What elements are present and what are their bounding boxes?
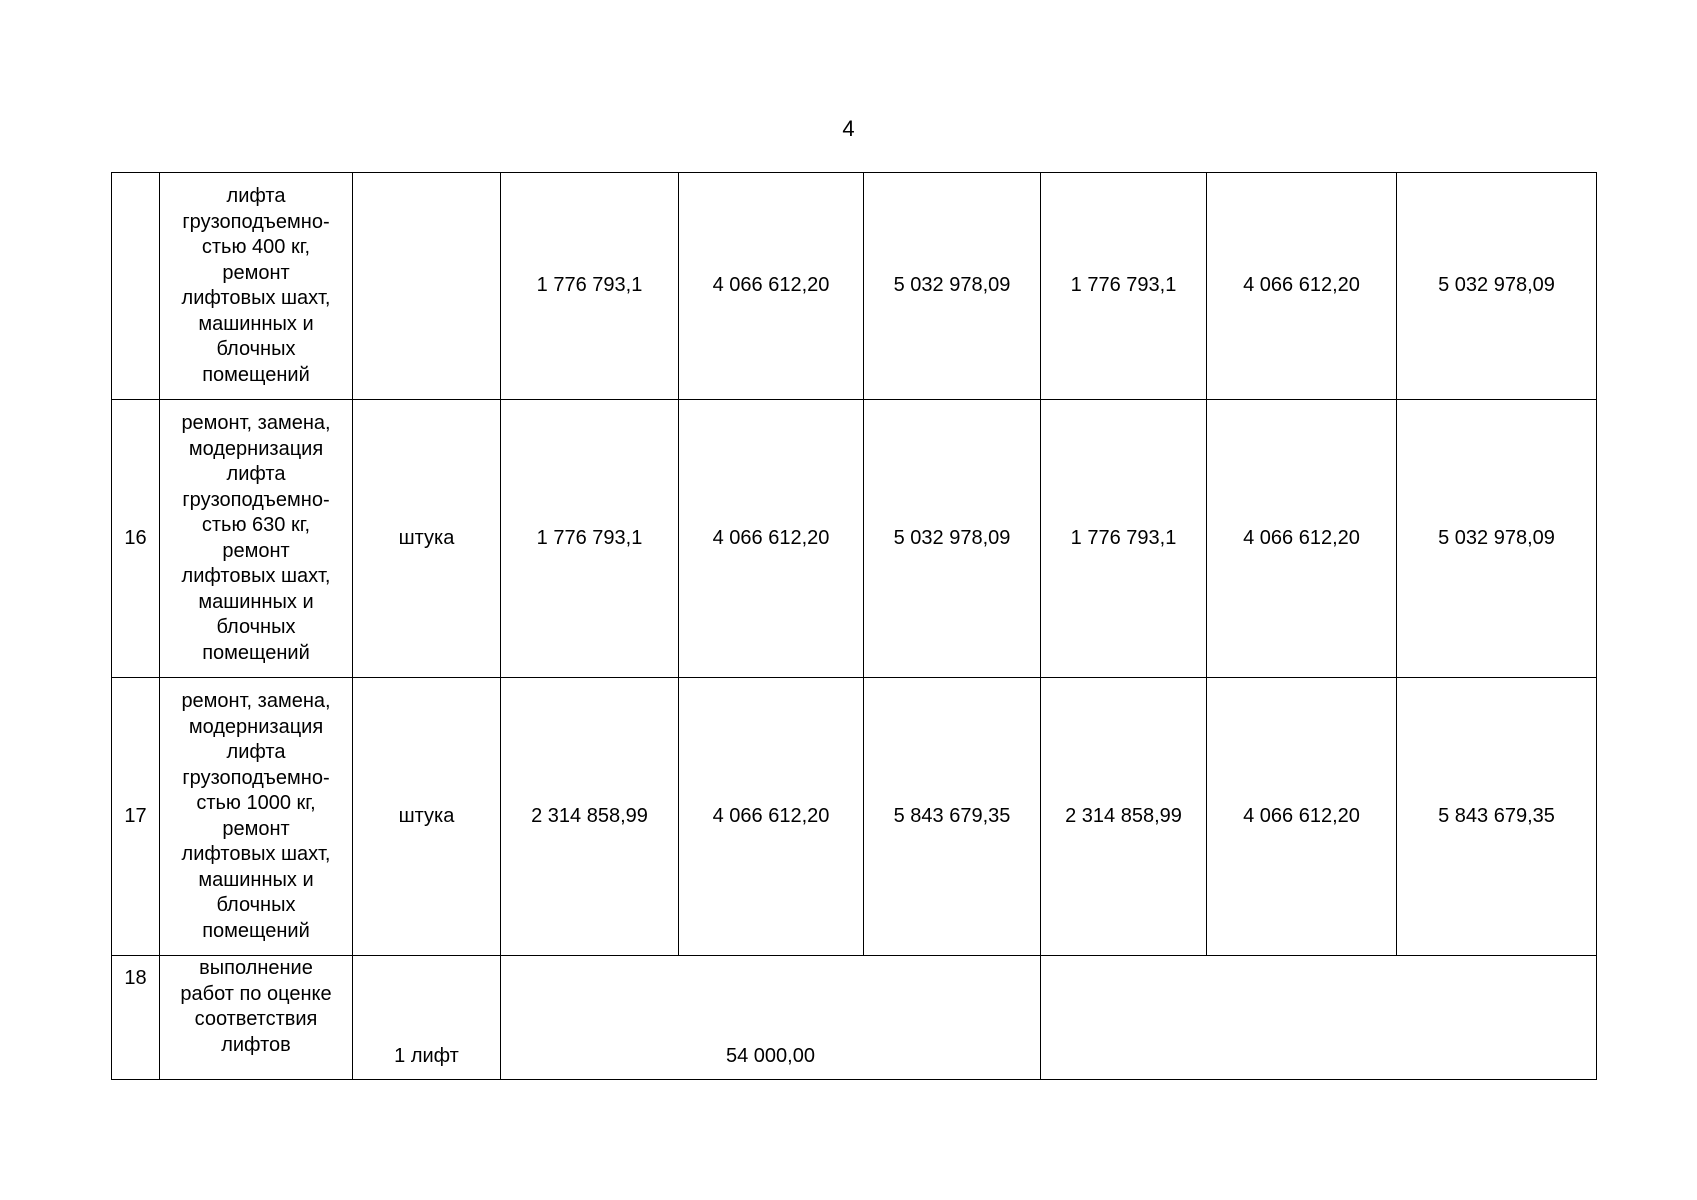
value-cell: 4 066 612,20 — [1207, 173, 1397, 400]
description-cell — [160, 400, 353, 678]
description-line: работ по оценке — [180, 982, 332, 1005]
value-cell: 2 314 858,99 — [1041, 678, 1207, 956]
value-cell: 5 843 679,35 — [1397, 678, 1597, 956]
merged-value-cell: 54 000,00 — [501, 956, 1041, 1080]
description-line: лифта — [226, 463, 286, 485]
value-cell: 1 776 793,1 — [1041, 173, 1207, 400]
description-cell — [160, 173, 353, 400]
description-line: ремонт — [222, 261, 290, 284]
value-cell: 1 776 793,1 — [501, 173, 679, 400]
value-cell: 1 776 793,1 — [1041, 400, 1207, 678]
page-number: 4 — [842, 116, 855, 141]
description-line: машинных и — [198, 312, 314, 335]
description-line: помещений — [202, 641, 310, 664]
description-line: ремонт, замена, — [181, 690, 331, 712]
value-cell: 2 314 858,99 — [501, 678, 679, 956]
value-cell: 4 066 612,20 — [1207, 400, 1397, 678]
row-number-cell: 16 — [112, 400, 160, 678]
description-line: стью 400 кг, — [201, 236, 311, 258]
description-cell — [160, 956, 353, 1080]
unit-cell: штука — [353, 400, 501, 678]
description-line: грузоподъемно- — [182, 210, 330, 233]
description-line: помещений — [202, 919, 310, 942]
value-cell: 4 066 612,20 — [1207, 678, 1397, 956]
value-cell: 5 032 978,09 — [864, 400, 1041, 678]
description-line: блочных — [216, 894, 296, 916]
row-number-cell: 18 — [112, 956, 160, 1080]
description-line: лифтовых шахт, — [181, 565, 331, 587]
description-line: стью 630 кг, — [201, 514, 311, 536]
description-line: блочных — [216, 616, 296, 638]
table-row — [112, 956, 1597, 1080]
description-line: модернизация — [188, 715, 324, 738]
row-number-cell: 17 — [112, 678, 160, 956]
description-line: лифтовых шахт, — [181, 843, 331, 865]
description-line: лифтовых шахт, — [181, 287, 331, 309]
value-cell: 5 032 978,09 — [864, 173, 1041, 400]
value-cell: 4 066 612,20 — [679, 173, 864, 400]
unit-cell: штука — [353, 678, 501, 956]
unit-cell — [353, 173, 501, 400]
value-cell: 1 776 793,1 — [501, 400, 679, 678]
description-line: ремонт — [222, 817, 290, 840]
description-line: лифта — [226, 185, 286, 207]
description-line: выполнение — [199, 957, 313, 979]
description-line: стью 1000 кг, — [196, 792, 316, 814]
merged-empty-cell — [1041, 956, 1597, 1080]
unit-cell: 1 лифт — [353, 956, 501, 1080]
value-cell: 4 066 612,20 — [679, 400, 864, 678]
description-line: грузоподъемно- — [182, 766, 330, 789]
description-line: лифтов — [221, 1033, 291, 1056]
table-row — [112, 173, 1597, 400]
description-line: соответствия — [194, 1008, 318, 1030]
description-line: машинных и — [198, 590, 314, 613]
description-line: помещений — [202, 363, 310, 386]
description-line: модернизация — [188, 437, 324, 460]
description-line: ремонт — [222, 539, 290, 562]
description-line: грузоподъемно- — [182, 488, 330, 511]
value-cell: 5 032 978,09 — [1397, 400, 1597, 678]
rates-table — [111, 172, 1597, 1080]
description-line: лифта — [226, 741, 286, 763]
value-cell: 5 843 679,35 — [864, 678, 1041, 956]
description-cell — [160, 678, 353, 956]
value-cell: 4 066 612,20 — [679, 678, 864, 956]
table-row — [112, 678, 1597, 956]
description-line: машинных и — [198, 868, 314, 891]
description-line: блочных — [216, 338, 296, 360]
value-cell: 5 032 978,09 — [1397, 173, 1597, 400]
table-row — [112, 400, 1597, 678]
description-line: ремонт, замена, — [181, 412, 331, 434]
row-number-cell — [112, 173, 160, 400]
